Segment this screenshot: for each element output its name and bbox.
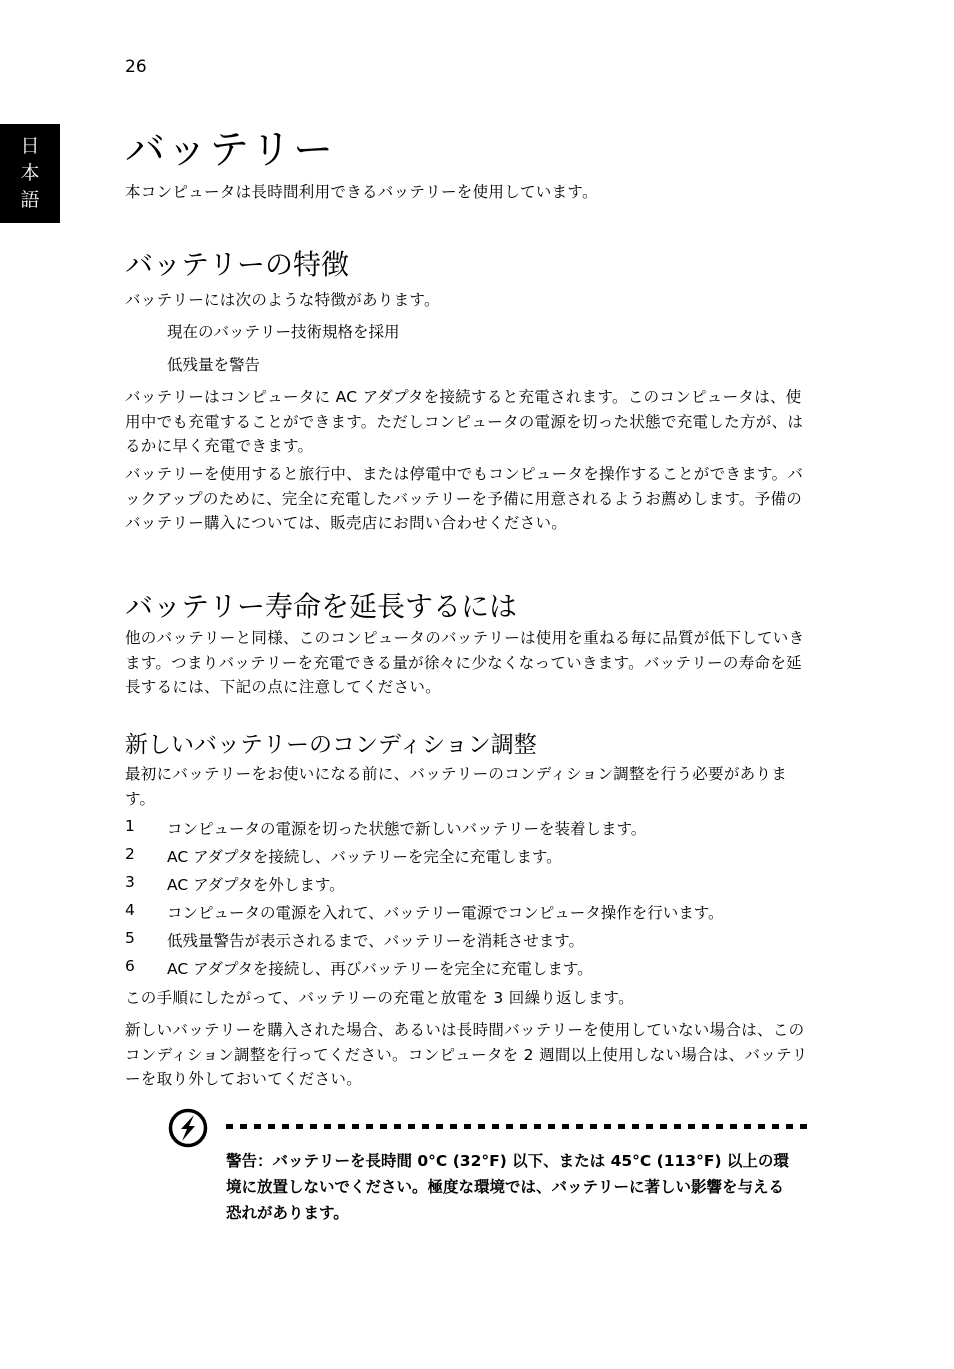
list-item: 2 AC アダプタを接続し、バッテリーを完全に充電します。 — [125, 845, 562, 866]
features-heading: バッテリーの特徴 — [125, 248, 350, 281]
warning-divider — [226, 1124, 812, 1129]
list-item: 4 コンピュータの電源を入れて、バッテリー電源でコンピュータ操作を行います。 — [125, 901, 724, 922]
page-number: 26 — [125, 57, 147, 77]
language-tab — [0, 124, 60, 223]
features-lead: バッテリーには次のような特徴があります。 — [125, 291, 440, 309]
list-item: 5 低残量警告が表示されるまで、バッテリーを消耗させます。 — [125, 929, 584, 950]
features-paragraph: バッテリーはコンピュータに AC アダプタを接続すると充電されます。このコンピュータは、使用中でも充電することができます。ただしコンピュータの電源を切った状態で充電した方が、はるかに早く充電できます。 — [125, 388, 804, 455]
conditioning-heading: 新しいバッテリーのコンディション調整 — [125, 732, 537, 758]
language-tab-char: 語 — [20, 189, 40, 211]
conditioning-lead: 最初にバッテリーをお使いになる前に、バッテリーのコンディション調整を行う必要があります。 — [125, 765, 788, 808]
repeat-instruction: この手順にしたがって、バッテリーの充電と放電を 3 回繰り返します。 — [125, 989, 634, 1007]
features-paragraph: バッテリーを使用すると旅行中、または停電中でもコンピュータを操作することができます。バックアップのために、完全に充電したバッテリーを予備に用意されるようお薦めします。予備のバッテリー購入については、販売店にお問い合わせください。 — [125, 465, 804, 532]
page-title: バッテリー — [125, 127, 335, 173]
list-item: 6 AC アダプタを接続し、再びバッテリーを完全に充電します。 — [125, 957, 593, 978]
language-tab-char: 本 — [20, 162, 40, 184]
extend-paragraph: 他のバッテリーと同様、このコンピュータのバッテリーは使用を重ねる毎に品質が低下していきます。つまりバッテリーを充電できる量が徐々に少なくなっていきます。バッテリーの寿命を延長するには、下記の点に注意してください。 — [125, 629, 805, 696]
intro-text: 本コンピュータは長時間利用できるバッテリーを使用しています。 — [125, 183, 598, 201]
conditioning-paragraph: 新しいバッテリーを購入された場合、あるいは長時間バッテリーを使用していない場合は、このコンディション調整を行ってください。コンピュータを 2 週間以上使用しない場合は、バッテリーを取り外しておいてください。 — [125, 1021, 808, 1088]
warning-text: 警告：バッテリーを長時間 0°C (32°F) 以下、または 45°C (113°F) 以上の環境に放置しないでください。極度な環境では、バッテリーに著しい影響を与える恐れがあります。 — [226, 1152, 789, 1222]
list-item: 3 AC アダプタを外します。 — [125, 873, 345, 894]
conditioning-steps — [125, 817, 723, 985]
list-item: 1 コンピュータの電源を切った状態で新しいバッテリーを装着します。 — [125, 817, 647, 838]
extend-heading: バッテリー寿命を延長するには — [125, 590, 518, 623]
language-tab-char: 日 — [20, 135, 40, 157]
feature-bullet: 低残量を警告 — [167, 356, 261, 374]
feature-bullet: 現在のバッテリー技術規格を採用 — [167, 323, 400, 341]
lightning-warning-icon — [168, 1108, 208, 1148]
